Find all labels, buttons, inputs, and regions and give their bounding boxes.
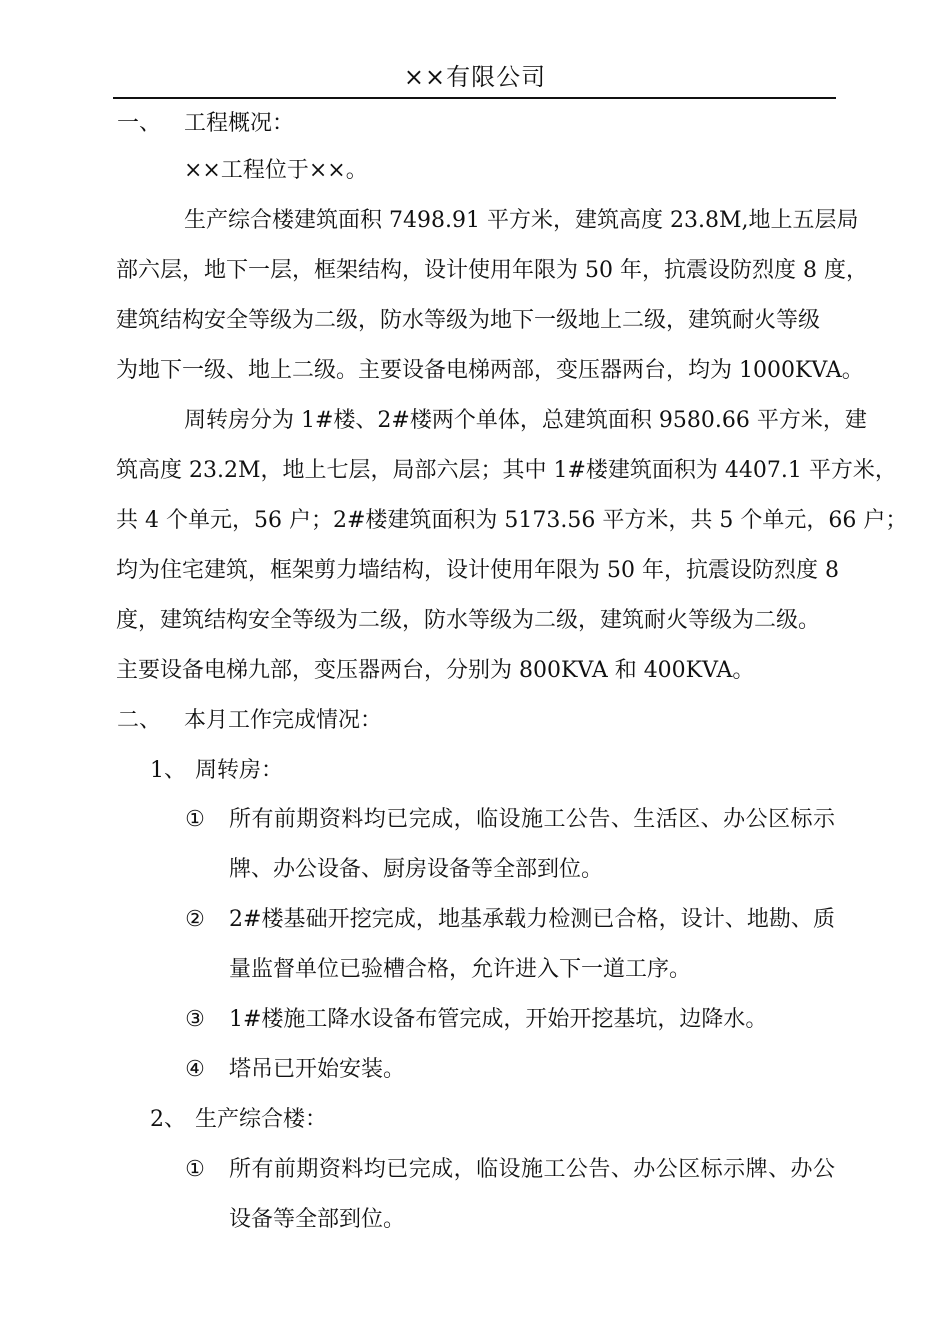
paragraph-line: 周转房分为 1#楼、2#楼两个单体，总建筑面积 9580.66 平方米，建 bbox=[184, 408, 867, 433]
paragraph-line: 度，建筑结构安全等级为二级，防水等级为二级，建筑耐火等级为二级。 bbox=[116, 608, 821, 633]
circled-number-marker: ③ bbox=[185, 1007, 205, 1032]
paragraph-line: 共 4 个单元，56 户；2#楼建筑面积为 5173.56 平方米，共 5 个单元，66 户； bbox=[116, 508, 908, 533]
circled-number-marker: ① bbox=[185, 807, 205, 832]
company-header-title: ××有限公司 bbox=[403, 63, 547, 91]
list-item-text: 塔吊已开始安装。 bbox=[229, 1057, 406, 1082]
section-title: 工程概况： bbox=[184, 111, 295, 136]
circled-number-marker: ② bbox=[185, 907, 205, 932]
list-item-text: 2#楼基础开挖完成，地基承载力检测已合格，设计、地勘、质量监督单位已验槽合格，允许进入下一道工序。 bbox=[229, 907, 835, 982]
subsection-title: 周转房： bbox=[195, 758, 284, 783]
paragraph-line: 部六层，地下一层，框架结构，设计使用年限为 50 年，抗震设防烈度 8 度， bbox=[116, 258, 868, 283]
project-location-text: ××工程位于××。 bbox=[184, 158, 368, 183]
circled-number-marker: ④ bbox=[185, 1057, 205, 1082]
paragraph-line: 为地下一级、地上二级。主要设备电梯两部，变压器两台，均为 1000KVA。 bbox=[116, 358, 864, 383]
section-number: 一、 bbox=[117, 111, 162, 136]
paragraph-line: 建筑结构安全等级为二级，防水等级为地下一级地上二级，建筑耐火等级 bbox=[116, 308, 821, 333]
section-title: 本月工作完成情况： bbox=[184, 708, 383, 733]
list-item-text: 1#楼施工降水设备布管完成，开始开挖基坑，边降水。 bbox=[229, 1007, 768, 1032]
section-number: 二、 bbox=[117, 708, 162, 733]
subsection-number: 1、 bbox=[150, 758, 186, 783]
circled-number-marker: ① bbox=[185, 1157, 205, 1182]
header-divider bbox=[113, 97, 836, 99]
list-item-text: 所有前期资料均已完成，临设施工公告、生活区、办公区标示牌、办公设备、厨房设备等全部到位。 bbox=[229, 807, 835, 882]
paragraph-line: 主要设备电梯九部，变压器两台，分别为 800KVA 和 400KVA。 bbox=[116, 658, 755, 683]
list-item-text: 所有前期资料均已完成，临设施工公告、办公区标示牌、办公设备等全部到位。 bbox=[229, 1157, 835, 1232]
paragraph-line: 均为住宅建筑，框架剪力墙结构，设计使用年限为 50 年，抗震设防烈度 8 bbox=[116, 558, 839, 583]
paragraph-line: 筑高度 23.2M，地上七层，局部六层；其中 1#楼建筑面积为 4407.1 平方米， bbox=[116, 458, 897, 483]
subsection-title: 生产综合楼： bbox=[195, 1107, 328, 1132]
subsection-number: 2、 bbox=[150, 1107, 186, 1132]
paragraph-line: 生产综合楼建筑面积 7498.91 平方米，建筑高度 23.8M,地上五层局 bbox=[184, 208, 859, 233]
